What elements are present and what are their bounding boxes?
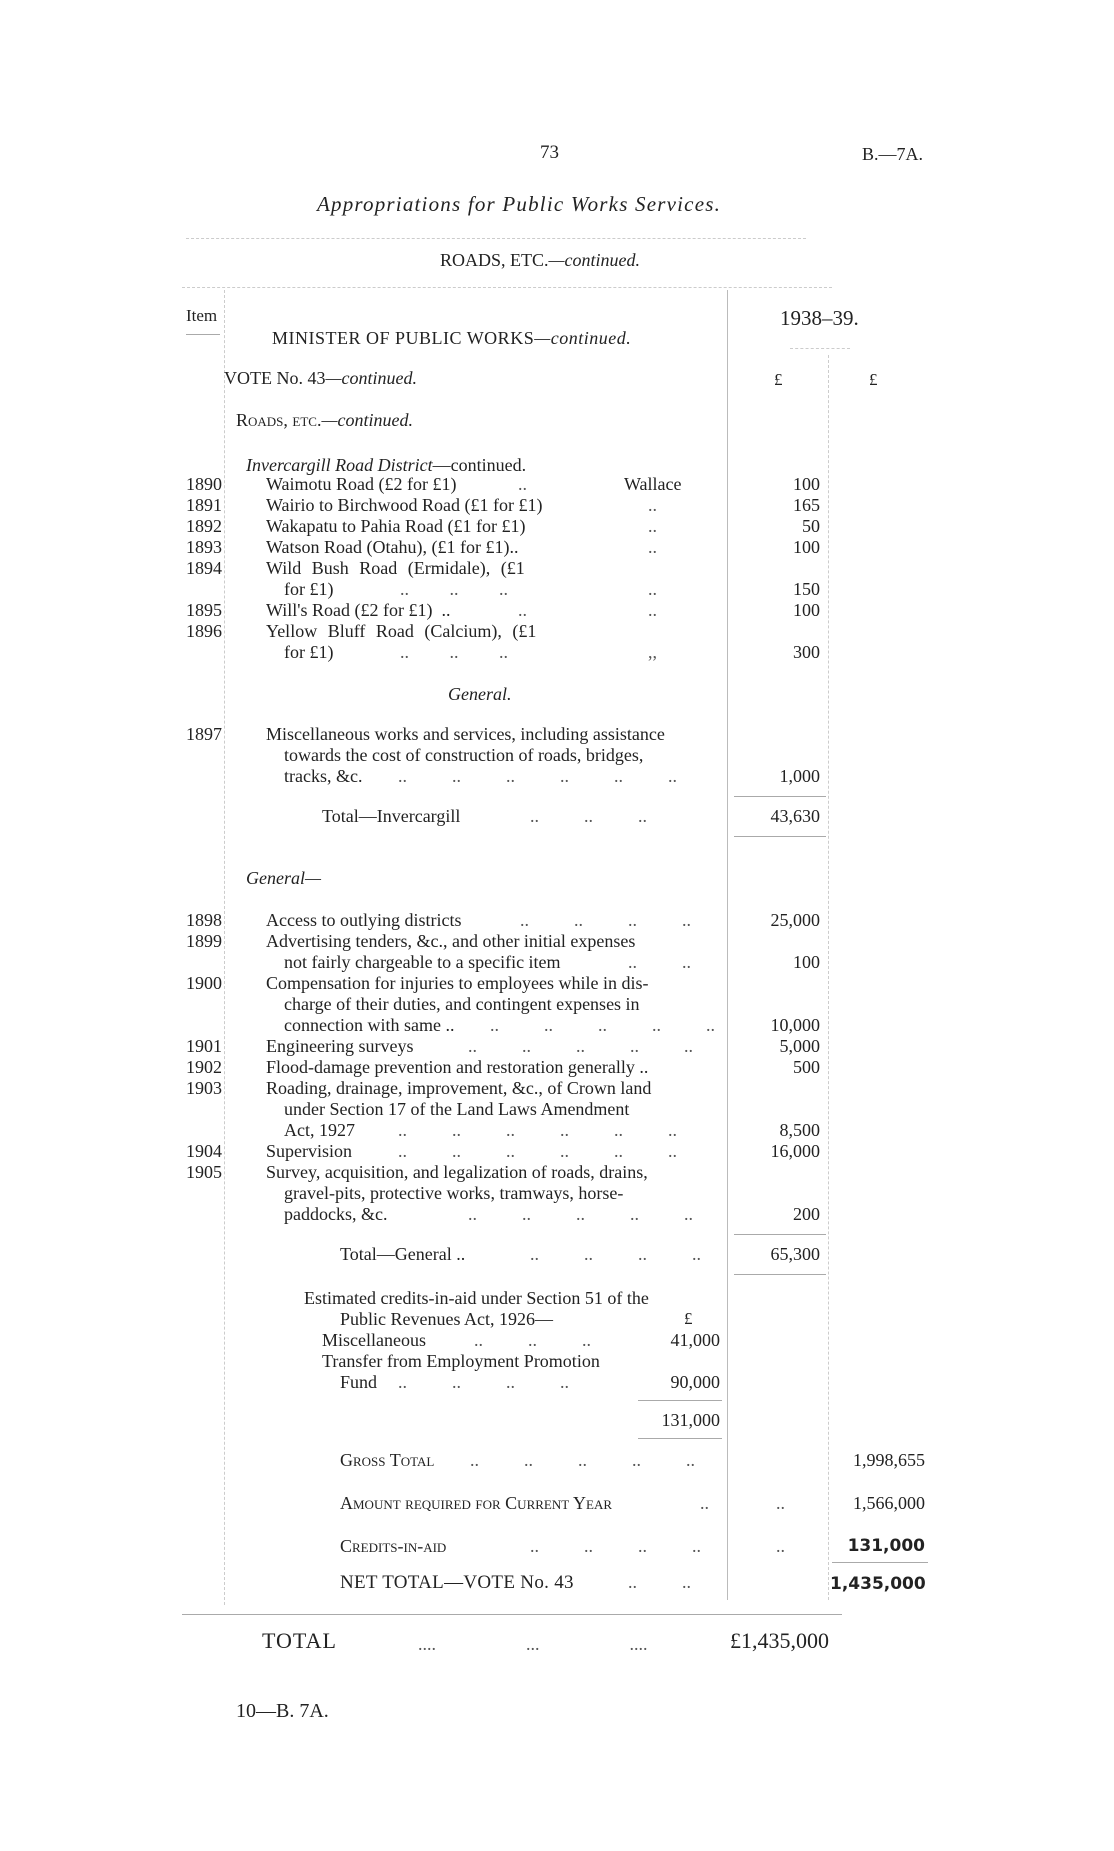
electorate-ditto: .. (648, 516, 657, 536)
item-description: Engineering surveys (266, 1036, 414, 1056)
document-reference: B.—7A. (862, 144, 924, 164)
item-description-cont: tracks, &c. (284, 766, 363, 786)
item-number: 1899 (186, 931, 222, 951)
leader-dots: .. .. .. .. .. (468, 1204, 693, 1224)
leader-dots: .. .. .. (400, 579, 508, 599)
leader-dots: .. (518, 600, 527, 620)
item-amount: 100 (793, 952, 820, 972)
item-number: 1902 (186, 1057, 222, 1077)
footer-signature: 10—B. 7A. (236, 1700, 329, 1722)
item-description: Supervision (266, 1141, 353, 1161)
credits-subtotal: 131,000 (661, 1410, 720, 1430)
item-description: Wakapatu to Pahia Road (£1 for £1) (266, 516, 526, 536)
credits-transfer-label: Transfer from Employment Promotion (322, 1351, 600, 1371)
table-bottom-rule (182, 1614, 842, 1615)
leader-dots: .. .. .. .. .. .. (398, 766, 677, 786)
total-invercargill-label: Total—Invercargill (322, 806, 461, 826)
leader-dots: .. .. .. (400, 642, 508, 662)
total-general-amount: 65,300 (770, 1244, 820, 1264)
subtotal-rule (734, 796, 826, 797)
electorate-ditto: .. (648, 600, 657, 620)
roads-heading (236, 410, 413, 431)
credits-pound-symbol: £ (684, 1309, 693, 1328)
leader-dots: .... ... .... (418, 1634, 648, 1654)
item-label-rule (186, 334, 220, 335)
item-amount: 5,000 (779, 1036, 820, 1056)
item-description-cont: connection with same .. (284, 1015, 455, 1035)
credits-in-aid-label: Credits-in-aid (340, 1536, 447, 1556)
district-heading-text: Invercargill Road District (246, 455, 433, 475)
item-amount: 10,000 (770, 1015, 820, 1035)
leader-dots: .. .. .. .. .. .. (398, 1141, 677, 1161)
item-description: Waimotu Road (£2 for £1) (266, 474, 457, 494)
section-heading (440, 250, 640, 271)
item-amount: 100 (793, 474, 820, 494)
item-number: 1898 (186, 910, 222, 930)
leader-dots: .. .. .. .. .. (470, 1450, 695, 1470)
credits-transfer-label-cont: Fund (340, 1372, 378, 1392)
item-description: Compensation for injuries to employees while in dis- (266, 973, 649, 993)
leader-dots: .. .. .. .. (530, 1244, 701, 1264)
item-description-cont: gravel-pits, protective works, tramways, horse- (284, 1183, 624, 1203)
item-amount: 150 (793, 579, 820, 599)
item-amount: 100 (793, 600, 820, 620)
credits-misc-label: Miscellaneous (322, 1330, 426, 1350)
item-description: Wairio to Birchwood Road (£1 for £1) (266, 495, 543, 515)
item-number: 1903 (186, 1078, 222, 1098)
item-column-rule (224, 290, 225, 1605)
grand-total-amount: £1,435,000 (730, 1628, 829, 1653)
leader-dots: .. .. .. (474, 1330, 591, 1350)
total-rule (734, 1274, 826, 1275)
subtotal-rule (734, 1234, 826, 1235)
item-number: 1891 (186, 495, 222, 515)
vote-heading-suffix: —continued. (325, 368, 417, 388)
district-heading (246, 455, 526, 476)
amount-required-label: Amount required for Current Year (340, 1493, 613, 1513)
credits-rule-bottom (638, 1438, 722, 1439)
leader-dots: .. .. (628, 1572, 691, 1592)
item-amount: 200 (793, 1204, 820, 1224)
total-general-label: Total—General .. (340, 1244, 466, 1264)
gross-total-label: Gross Total (340, 1450, 435, 1470)
item-description: Watson Road (Otahu), (£1 for £1).. (266, 537, 519, 557)
leader-dots: .. (700, 1493, 709, 1513)
minister-heading-suffix: —continued. (534, 328, 632, 348)
item-description: Survey, acquisition, and legalization of roads, drains, (266, 1162, 648, 1182)
credits-in-aid-amount: 131,000 (847, 1536, 925, 1556)
item-number: 1895 (186, 600, 222, 620)
item-description-cont: not fairly chargeable to a specific item (284, 952, 561, 972)
electorate: Wallace (624, 474, 682, 494)
item-number: 1890 (186, 474, 222, 494)
item-number: 1892 (186, 516, 222, 536)
item-description-cont: for £1) (284, 642, 334, 662)
amount-column-ditto: .. (776, 1493, 785, 1513)
leader-dots: .. (518, 474, 527, 494)
item-number: 1905 (186, 1162, 222, 1182)
net-total-label: NET TOTAL—VOTE No. 43 (340, 1572, 574, 1593)
item-description: Roading, drainage, improvement, &c., of Crown land (266, 1078, 652, 1098)
credits-transfer-amount: 90,000 (670, 1372, 720, 1392)
table-top-rule (182, 287, 832, 288)
leader-dots: .. .. .. .. .. .. (398, 1120, 677, 1140)
item-description: Wild Bush Road (Ermidale), (£1 (266, 558, 525, 578)
credits-description-cont: Public Revenues Act, 1926— (340, 1309, 553, 1329)
item-number: 1901 (186, 1036, 222, 1056)
pound-symbol-1: £ (774, 370, 783, 389)
leader-dots: .. .. .. .. (520, 910, 691, 930)
total-column-rule (828, 355, 829, 1600)
item-description: Flood-damage prevention and restoration generally .. (266, 1057, 649, 1077)
item-amount: 50 (802, 516, 820, 536)
item-description-cont: paddocks, &c. (284, 1204, 388, 1224)
general-heading: General— (246, 868, 321, 888)
item-number: 1904 (186, 1141, 222, 1161)
year-column-label: 1938–39. (780, 306, 859, 330)
item-description-cont: charge of their duties, and contingent expenses in (284, 994, 640, 1014)
electorate-ditto: .. (648, 579, 657, 599)
roads-heading-suffix: —continued. (321, 410, 413, 430)
total-invercargill-amount: 43,630 (770, 806, 820, 826)
item-amount: 1,000 (779, 766, 820, 786)
leader-dots: .. .. .. .. .. (468, 1036, 693, 1056)
year-rule (790, 348, 850, 349)
item-description: Miscellaneous works and services, including assistance (266, 724, 665, 744)
leader-dots: .. .. .. (530, 806, 647, 826)
leader-dots: .. .. .. .. .. (490, 1015, 715, 1035)
leader-dots: .. .. .. .. (398, 1372, 569, 1392)
item-amount: 165 (793, 495, 820, 515)
gross-total-amount: 1,998,655 (853, 1450, 925, 1470)
minister-heading-text: MINISTER OF PUBLIC WORKS (272, 328, 535, 348)
page-number: 73 (540, 142, 559, 163)
credits-misc-amount: 41,000 (670, 1330, 720, 1350)
net-total-rule (832, 1562, 928, 1563)
item-description: Access to outlying districts (266, 910, 462, 930)
leader-dots: .. .. .. .. (530, 1536, 701, 1556)
pound-symbol-2: £ (869, 370, 878, 389)
electorate-ditto: .. (648, 537, 657, 557)
item-amount: 16,000 (770, 1141, 820, 1161)
item-description-cont: Act, 1927 (284, 1120, 355, 1140)
item-description-cont: under Section 17 of the Land Laws Amendment (284, 1099, 630, 1119)
electorate-ditto: ,, (648, 642, 657, 662)
item-amount: 300 (793, 642, 820, 662)
amount-column-ditto: .. (776, 1536, 785, 1556)
vote-heading-text: VOTE No. 43 (224, 368, 326, 388)
item-amount: 100 (793, 537, 820, 557)
item-description-cont: for £1) (284, 579, 334, 599)
item-number: 1900 (186, 973, 222, 993)
item-column-label: Item (186, 306, 218, 325)
credits-rule (638, 1400, 722, 1401)
credits-description: Estimated credits-in-aid under Section 51 of the (304, 1288, 649, 1308)
total-rule (734, 836, 826, 837)
electorate-ditto: .. (648, 495, 657, 515)
item-amount: 25,000 (770, 910, 820, 930)
district-heading-suffix: —continued. (432, 455, 527, 475)
item-amount: 500 (793, 1057, 820, 1077)
section-heading-text: ROADS, ETC. (440, 250, 549, 270)
item-number: 1897 (186, 724, 222, 744)
item-number: 1893 (186, 537, 222, 557)
item-number: 1894 (186, 558, 222, 578)
minister-heading (272, 328, 631, 349)
roads-heading-text: Roads, etc. (236, 410, 322, 430)
item-amount: 8,500 (779, 1120, 820, 1140)
section-heading-suffix: —continued. (548, 250, 641, 270)
leader-dots: .. .. (628, 952, 691, 972)
page-title: Appropriations for Public Works Services. (317, 192, 722, 216)
item-description-cont: towards the cost of construction of roads, bridges, (284, 745, 644, 765)
grand-total-label: TOTAL (262, 1628, 337, 1653)
item-description: Yellow Bluff Road (Calcium), (£1 (266, 621, 537, 641)
amount-column-rule (727, 290, 728, 1600)
amount-required-amount: 1,566,000 (853, 1493, 925, 1513)
title-rule (186, 238, 806, 239)
vote-heading (224, 368, 417, 389)
general-subheading: General. (448, 684, 512, 704)
item-description: Advertising tenders, &c., and other initial expenses (266, 931, 636, 951)
net-total-amount: 1,435,000 (830, 1574, 926, 1594)
item-number: 1896 (186, 621, 222, 641)
item-description: Will's Road (£2 for £1) .. (266, 600, 451, 620)
